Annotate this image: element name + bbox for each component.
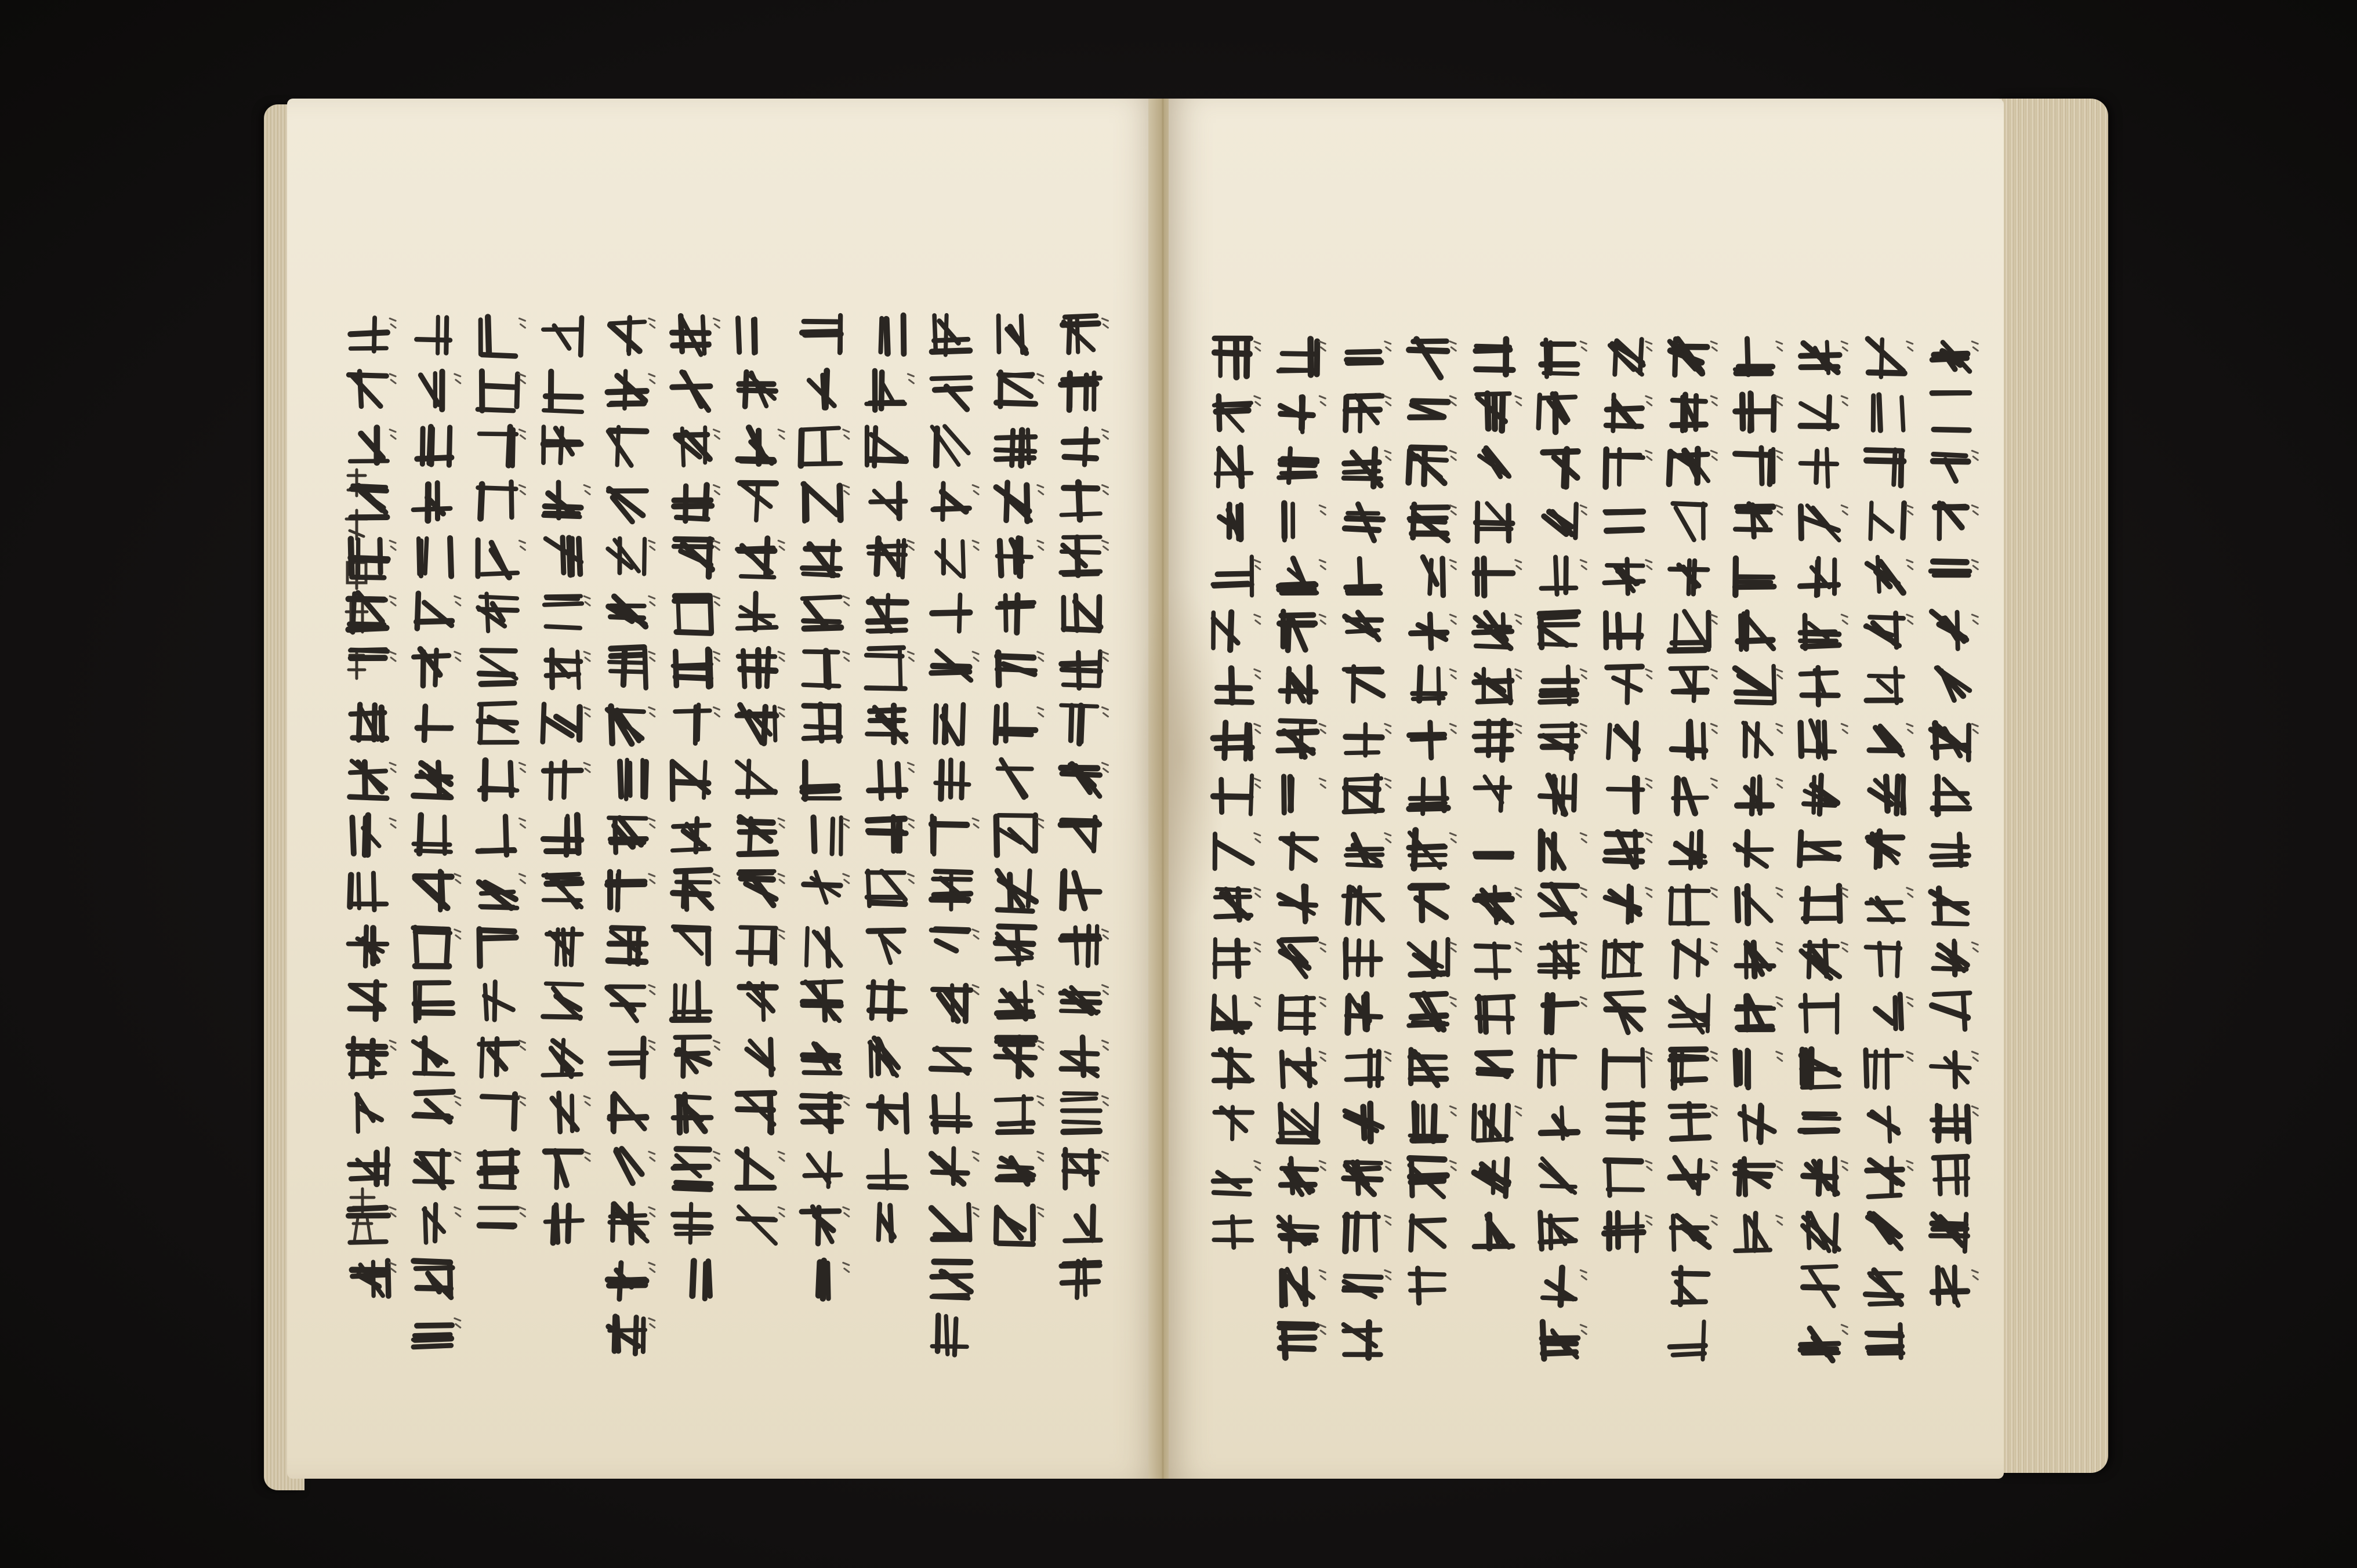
text-column-glyphs xyxy=(1343,342,1390,1358)
text-column-glyphs xyxy=(1800,342,1847,1360)
text-column-glyphs xyxy=(543,318,590,1243)
text-column-glyphs xyxy=(1604,339,1652,1251)
text-column-glyphs xyxy=(1931,342,1978,1305)
text-column-glyphs xyxy=(478,317,525,1227)
right-page-text-columns xyxy=(1203,331,1986,1369)
text-column-glyphs xyxy=(1409,339,1456,1303)
open-book xyxy=(264,87,2102,1490)
text-column-glyphs xyxy=(801,315,849,1298)
text-column-glyphs xyxy=(1213,338,1260,1247)
text-column-glyphs xyxy=(607,318,655,1354)
text-column-glyphs xyxy=(349,318,396,1296)
text-column-glyphs xyxy=(672,316,720,1299)
text-column-glyphs xyxy=(737,318,784,1244)
text-column-glyphs xyxy=(1539,340,1587,1359)
text-column-glyphs xyxy=(996,315,1043,1244)
right-page-edges xyxy=(1998,99,2108,1473)
text-column-glyphs xyxy=(866,315,914,1241)
text-column-glyphs xyxy=(931,315,978,1355)
left-page-text-columns xyxy=(339,307,1116,1363)
text-column-glyphs xyxy=(1061,316,1108,1298)
text-column-glyphs xyxy=(1735,339,1782,1251)
text-column-glyphs xyxy=(413,317,460,1346)
right-handwritten-glyphs xyxy=(1203,331,1986,1369)
text-column-glyphs xyxy=(1866,339,1913,1358)
text-column-glyphs xyxy=(1669,339,1717,1359)
text-column-glyphs xyxy=(1278,339,1325,1358)
text-column-glyphs xyxy=(1474,339,1521,1248)
left-handwritten-glyphs xyxy=(339,307,1116,1363)
